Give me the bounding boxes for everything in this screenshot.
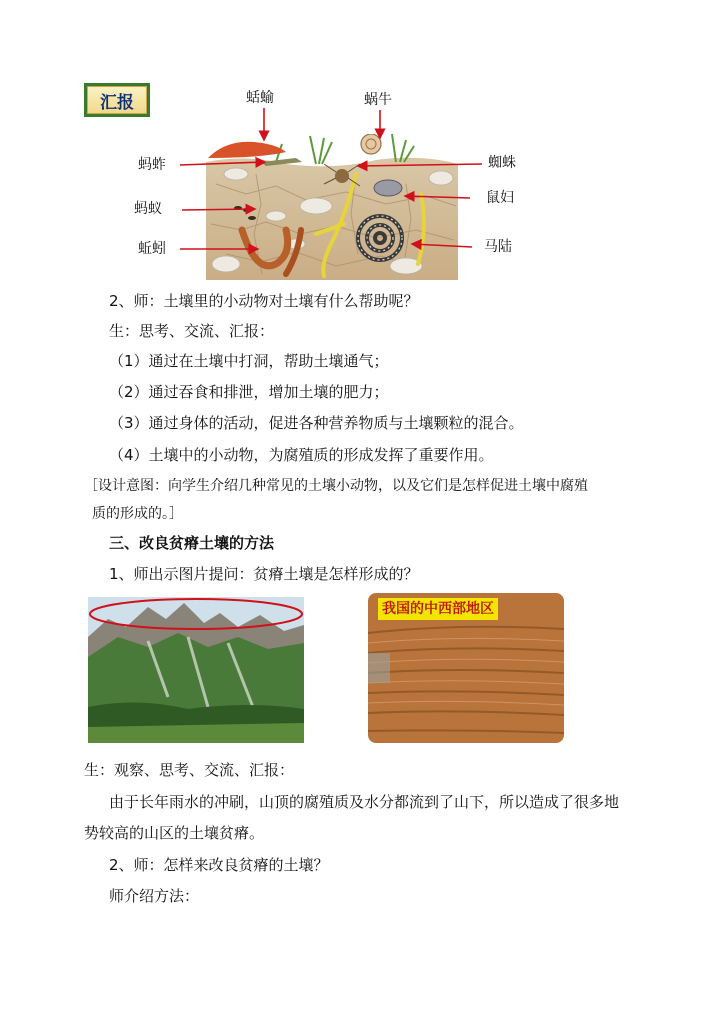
report-badge-label: 汇报: [87, 86, 147, 114]
arrow-malu: [412, 244, 472, 247]
design-intent-line-2: 质的形成的。］: [92, 506, 183, 522]
label-kuoyu: 蛞蝓: [246, 90, 274, 106]
mountain-top-highlight-ellipse: [86, 596, 306, 636]
farmland-caption: 我国的中西部地区: [378, 598, 498, 620]
teacher-question-3-2: 2、师：怎样来改良贫瘠的土壤？: [109, 856, 329, 874]
arrow-zhizhu: [358, 164, 482, 166]
label-mayi: 蚂蚁: [134, 201, 162, 217]
student-response-label-3: 生：观察、思考、交流、汇报：: [84, 761, 295, 779]
animal-pointer-arrows: [0, 0, 726, 300]
answer-line-2: 势较高的山区的土壤贫瘠。: [84, 824, 265, 842]
section-heading-3: 三、改良贫瘠土壤的方法: [109, 534, 275, 552]
label-zhizhu: 蜘蛛: [488, 155, 516, 171]
label-woniu: 蜗牛: [364, 92, 392, 108]
student-response-label: 生：思考、交流、汇报：: [109, 322, 275, 340]
teacher-question-2: 2、师：土壤里的小动物对土壤有什么帮助呢？: [109, 292, 419, 310]
arrow-mayi: [182, 209, 255, 210]
answer-line-1: 由于长年雨水的冲刷，山顶的腐殖质及水分都流到了山下，所以造成了很多地: [109, 793, 620, 811]
method-intro: 师介绍方法：: [109, 887, 200, 905]
point-3: （3）通过身体的活动，促进各种营养物质与土壤颗粒的混合。: [109, 414, 524, 432]
arrow-shufu: [405, 196, 470, 198]
teacher-question-3-1: 1、师出示图片提问：贫瘠土壤是怎样形成的？: [109, 565, 419, 583]
label-malu: 马陆: [484, 239, 512, 255]
label-qiuyin: 蚯蚓: [138, 241, 166, 257]
point-4: （4）土壤中的小动物，为腐殖质的形成发挥了重要作用。: [109, 446, 494, 464]
arrow-mazha: [180, 162, 265, 165]
label-shufu: 鼠妇: [486, 190, 514, 206]
point-2: （2）通过吞食和排泄，增加土壤的肥力；: [109, 383, 389, 401]
point-1: （1）通过在土壤中打洞，帮助土壤通气；: [109, 352, 389, 370]
design-intent-line-1: ［设计意图：向学生介绍几种常见的土壤小动物，以及它们是怎样促进土壤中腐殖: [84, 478, 588, 494]
label-mazha: 蚂蚱: [138, 157, 166, 173]
